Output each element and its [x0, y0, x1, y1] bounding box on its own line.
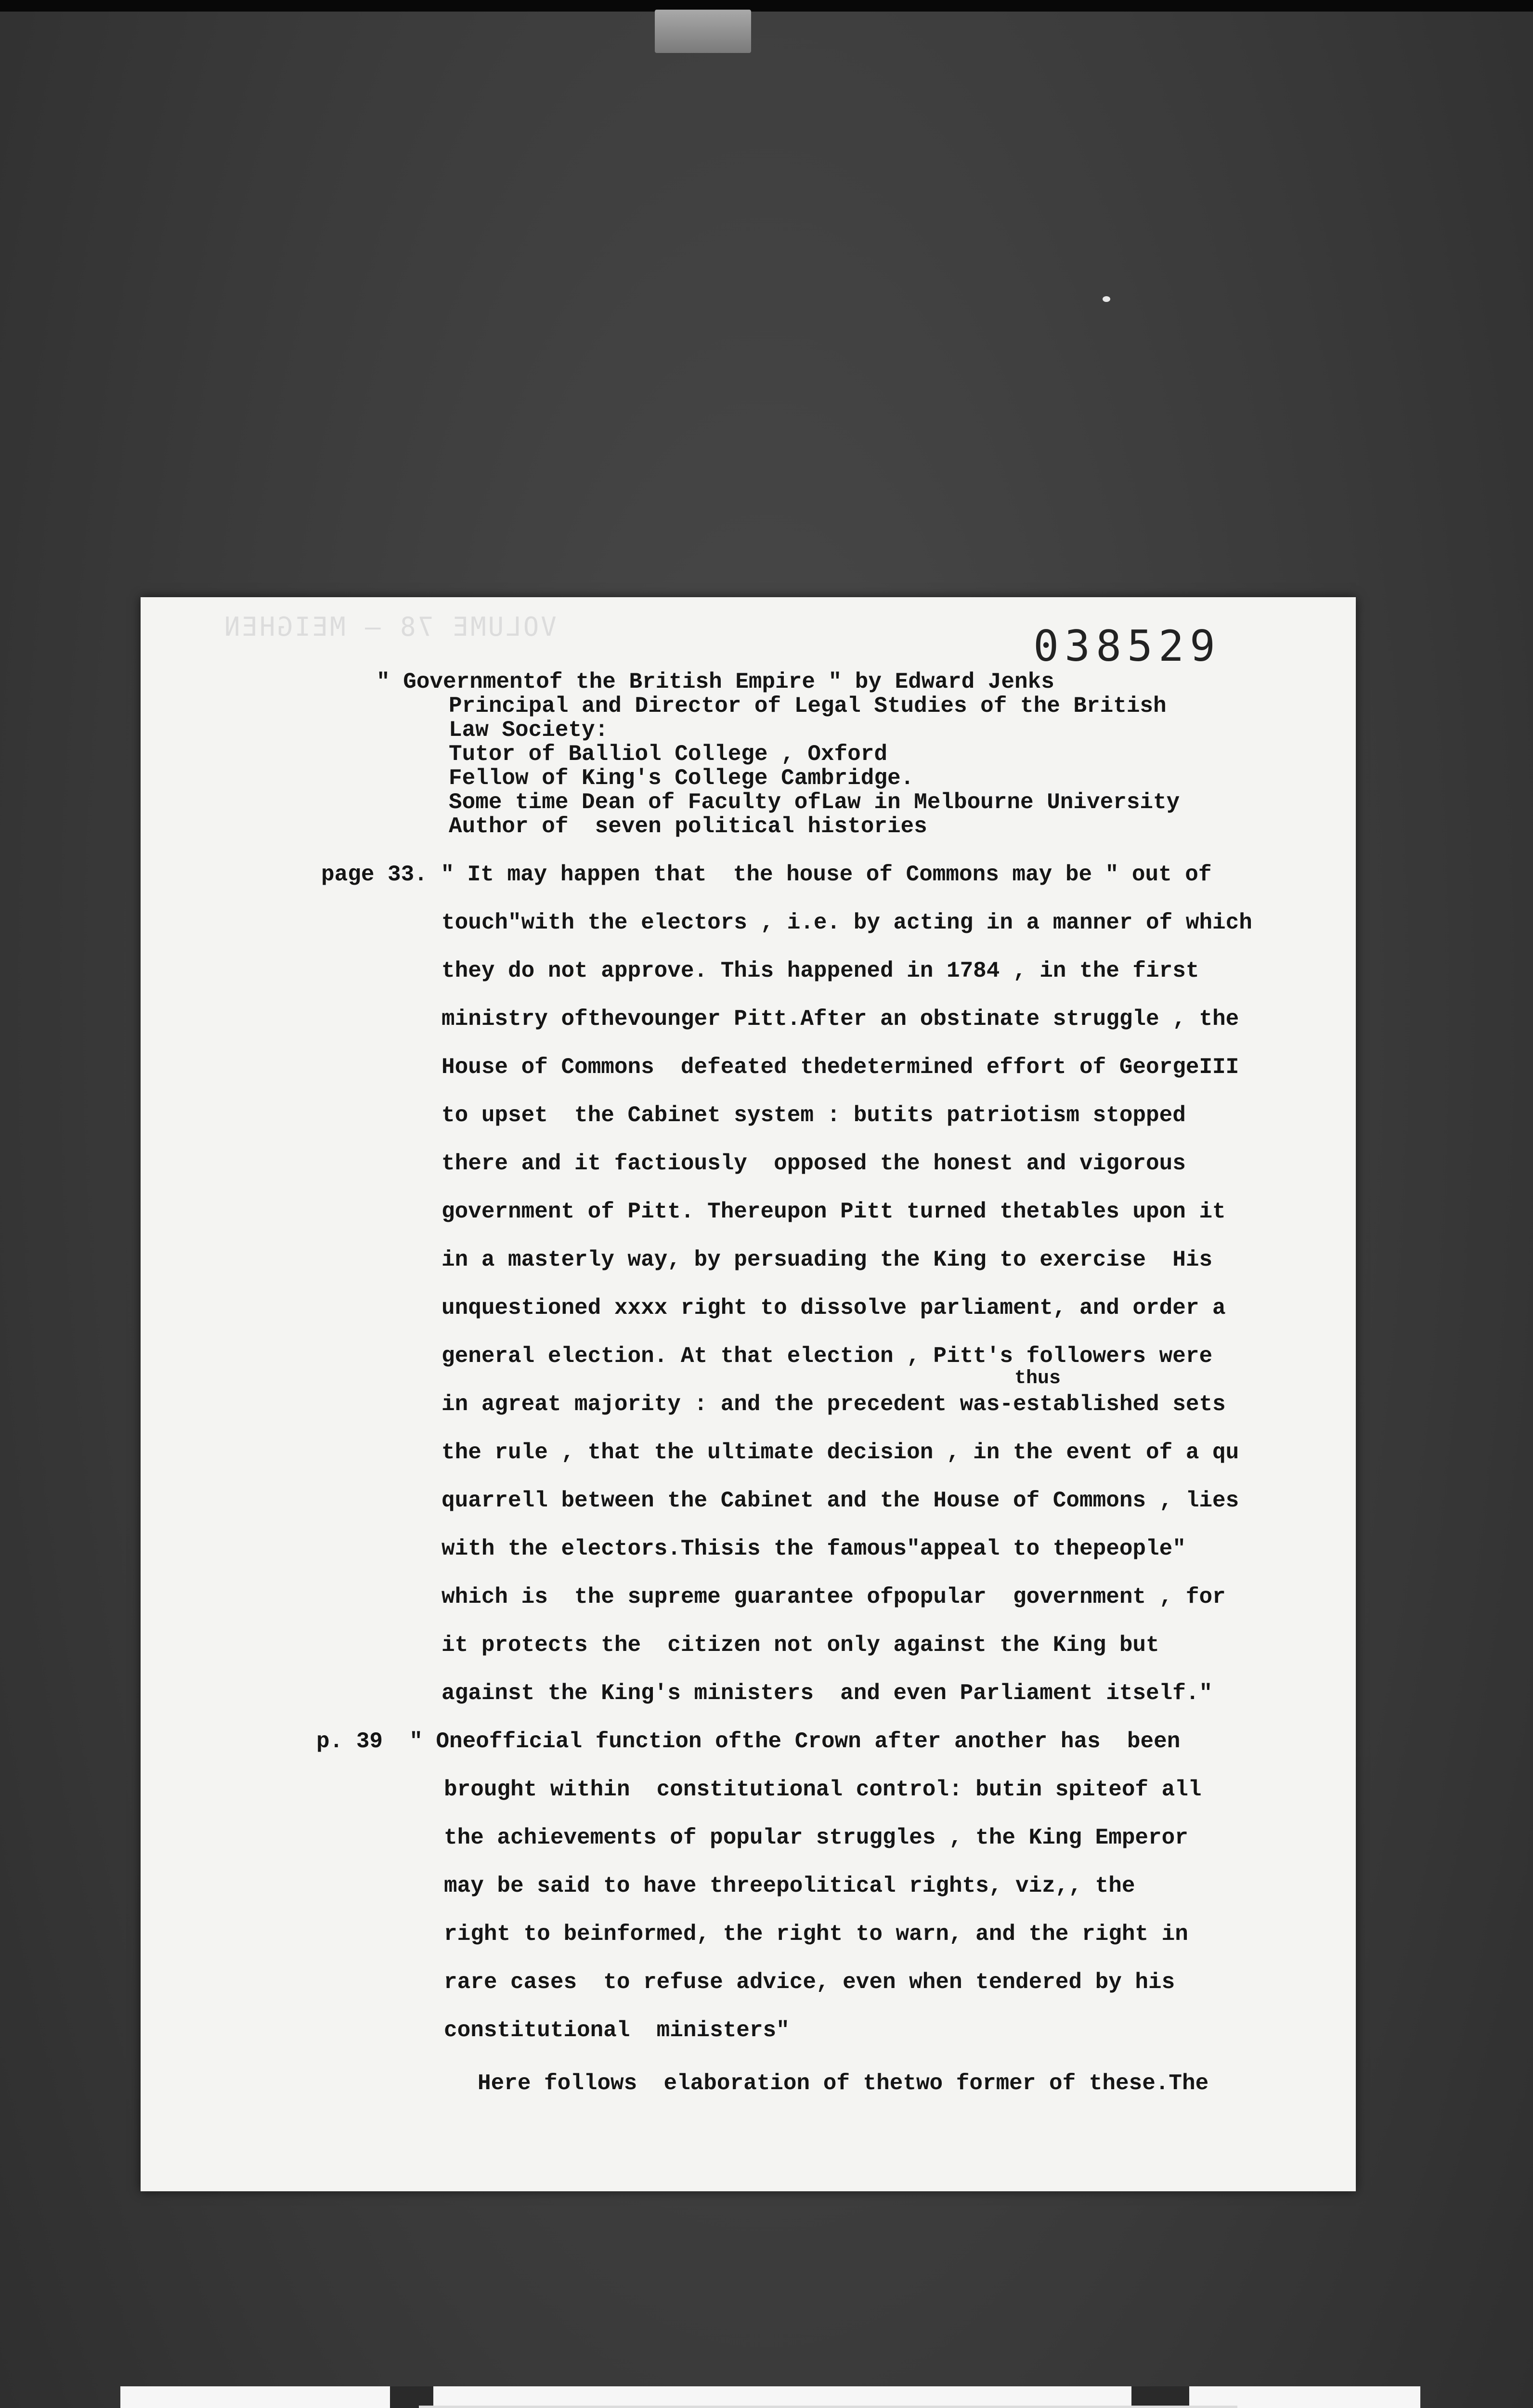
body-line: may be said to have threepolitical rights, viz,, the — [444, 1873, 1135, 1898]
header-line: Law Society: — [449, 718, 609, 743]
dust-speck — [1103, 296, 1110, 302]
archive-label-card — [120, 2386, 1420, 2408]
header-line: Fellow of King's College Cambridge. — [449, 766, 914, 791]
body-line: unquestioned xxxx right to dissolve parliament, and order a — [442, 1296, 1226, 1321]
body-line: quarrell between the Cabinet and the House of Commons , lies — [442, 1488, 1239, 1513]
body-line: the rule , that the ultimate decision , in the event of a qu — [442, 1440, 1239, 1465]
body-line: p. 39 " Oneofficial function ofthe Crown after another has been — [316, 1729, 1181, 1754]
handwritten-insertion: thus — [1014, 1368, 1061, 1389]
document-number: 038529 — [1033, 621, 1221, 671]
body-line: page 33. " It may happen that the house of Commons may be " out of — [321, 862, 1212, 887]
body-line: House of Commons defeated thedetermined effort of GeorgeIII — [442, 1055, 1239, 1080]
body-line: the achievements of popular struggles , the King Emperor — [444, 1825, 1188, 1850]
header-line: Author of seven political histories — [449, 814, 927, 839]
body-line: there and it factiously opposed the honest and vigorous — [442, 1151, 1186, 1176]
tape-strip — [1131, 2386, 1189, 2408]
body-line: rare cases to refuse advice, even when tendered by his — [444, 1970, 1175, 1995]
body-line: constitutional ministers" — [444, 2018, 790, 2043]
series-label-box — [419, 2406, 1237, 2408]
film-edge-top — [0, 0, 1533, 12]
body-line: in a masterly way, by persuading the King to exercise His — [442, 1247, 1213, 1272]
bleed-through-text: VOLUME 78 — MEIGHEN — [222, 612, 557, 642]
body-line: they do not approve. This happened in 1784 , in the first — [442, 958, 1199, 983]
body-line: Here follows elaboration of thetwo former of these.The — [478, 2071, 1209, 2096]
body-line: ministry ofthevounger Pitt.After an obstinate struggle , the — [442, 1007, 1239, 1032]
tape-strip — [390, 2386, 433, 2408]
body-line: right to beinformed, the right to warn, and the right in — [444, 1922, 1188, 1947]
body-line: to upset the Cabinet system : butits patriotism stopped — [442, 1103, 1186, 1128]
body-line: which is the supreme guarantee ofpopular government , for — [442, 1584, 1226, 1610]
body-line: touch"with the electors , i.e. by acting in a manner of which — [442, 910, 1252, 935]
body-line: brought within constitutional control: butin spiteof all — [444, 1777, 1202, 1802]
header-line: Principal and Director of Legal Studies of the British — [449, 694, 1167, 719]
document-page — [141, 597, 1356, 2191]
header-line: Some time Dean of Faculty ofLaw in Melbourne University — [449, 790, 1180, 815]
body-line: general election. At that election , Pitt's followers were — [442, 1344, 1213, 1369]
body-line: it protects the citizen not only against the King but — [442, 1633, 1159, 1658]
body-line: against the King's ministers and even Parliament itself." — [442, 1681, 1213, 1706]
header-line: " Governmentof the British Empire " by Edward Jenks — [377, 669, 1054, 694]
body-line: with the electors.Thisis the famous"appeal to thepeople" — [442, 1536, 1186, 1561]
body-line: government of Pitt. Thereupon Pitt turned thetables upon it — [442, 1199, 1226, 1224]
header-line: Tutor of Balliol College , Oxford — [449, 742, 887, 767]
paper-clip — [655, 10, 751, 53]
body-line: in agreat majority : and the precedent was-established sets — [442, 1392, 1226, 1417]
